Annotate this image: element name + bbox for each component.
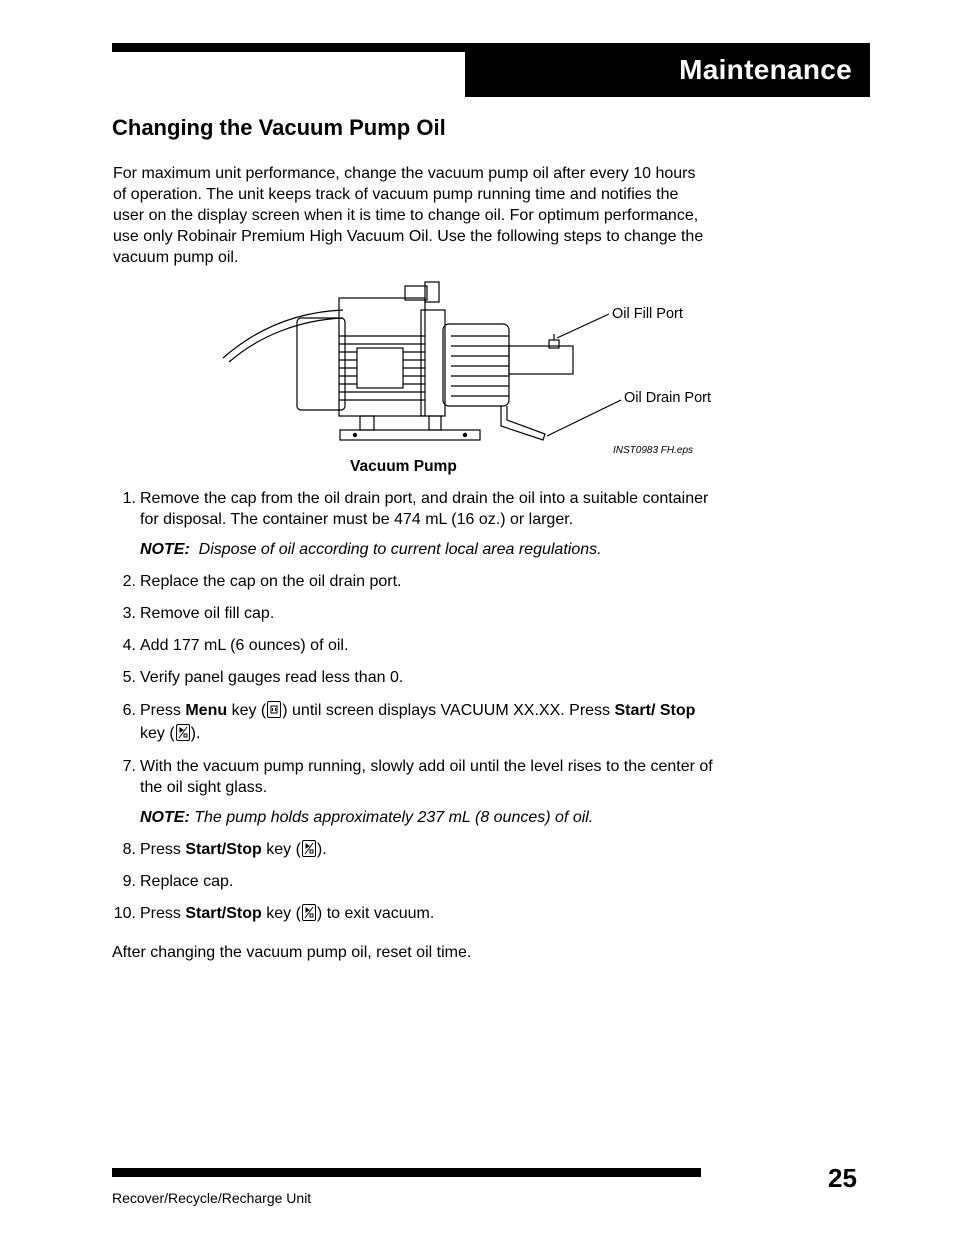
step-text: Replace the cap on the oil drain port. — [140, 573, 402, 590]
step-text: Remove the cap from the oil drain port, and drain the oil into a suitable container for disposal. The container must be 474 mL (16 oz.) or larger. — [140, 490, 709, 528]
step-text: Add 177 mL (6 ounces) of oil. — [140, 637, 349, 654]
step-text: ) to exit vacuum. — [316, 905, 435, 922]
step-number: 9. — [122, 873, 136, 890]
step-3 — [112, 603, 722, 624]
page-title: Changing the Vacuum Pump Oil — [112, 115, 446, 140]
step-number: 4. — [122, 637, 136, 654]
note-label: NOTE: — [140, 809, 190, 826]
callout-oil-fill-port: Oil Fill Port — [612, 306, 683, 322]
step-text: Replace cap. — [140, 873, 234, 890]
step-text: key ( — [140, 725, 175, 742]
page-number: 25 — [828, 1163, 857, 1193]
step-6 — [112, 699, 722, 745]
step-4 — [112, 635, 722, 656]
note-text: Dispose of oil according to current local area regulations. — [198, 541, 602, 558]
menu-key-label: Menu — [185, 702, 228, 719]
step-text: ). — [316, 841, 327, 858]
start-stop-key-label: Start/Stop — [185, 905, 262, 922]
start-stop-key-icon — [302, 904, 316, 921]
callout-oil-drain-port: Oil Drain Port — [624, 390, 712, 406]
vacuum-pump-figure — [215, 280, 735, 460]
section-title-tab — [465, 43, 870, 97]
menu-key-icon — [267, 701, 281, 718]
section-title: Maintenance — [679, 54, 852, 85]
note-disposal — [140, 539, 722, 560]
step-text: key ( — [261, 841, 301, 858]
step-number: 3. — [122, 605, 136, 622]
figure-reference: INST0983 FH.eps — [613, 445, 694, 456]
start-stop-key-label: Start/ Stop — [614, 702, 696, 719]
step-8 — [112, 839, 722, 860]
step-1 — [112, 488, 722, 530]
note-text: The pump holds approximately 237 mL (8 ounces) of oil. — [194, 809, 594, 826]
step-text: Remove oil fill cap. — [140, 605, 275, 622]
step-number: 7. — [122, 758, 136, 775]
footer-rule — [112, 1168, 701, 1177]
step-7 — [112, 756, 722, 798]
step-text: key ( — [227, 702, 267, 719]
step-5 — [112, 667, 722, 688]
step-9 — [112, 871, 722, 892]
closing-paragraph: After changing the vacuum pump oil, reset oil time. — [112, 944, 472, 961]
step-number: 2. — [122, 573, 136, 590]
step-number: 5. — [122, 669, 136, 686]
figure-caption: Vacuum Pump — [350, 458, 457, 475]
step-text: Press — [140, 702, 186, 719]
step-number: 1. — [122, 490, 136, 507]
step-text: ) until screen displays VACUUM XX.XX. Press — [282, 702, 615, 719]
step-text: key ( — [261, 905, 301, 922]
step-text: With the vacuum pump running, slowly add oil until the level rises to the center of the oil sight glass. — [140, 758, 713, 796]
step-number: 8. — [122, 841, 136, 858]
step-text: Verify panel gauges read less than 0. — [140, 669, 404, 686]
start-stop-key-label: Start/Stop — [185, 841, 262, 858]
step-number: 10. — [113, 905, 136, 922]
footer-title: Recover/Recycle/Recharge Unit — [112, 1190, 312, 1206]
intro-paragraph: For maximum unit performance, change the vacuum pump oil after every 10 hours of operation. The unit keeps track of vacuum pump running time and notifies the user on the display screen when it is time to change oil. For optimum performance, use only Robinair Premium High Vacuum Oil. Use the following steps to change the vacuum pump oil. — [113, 165, 704, 266]
start-stop-key-icon — [176, 724, 190, 741]
step-text: Press — [140, 841, 186, 858]
step-2 — [112, 571, 722, 592]
note-label: NOTE: — [140, 541, 190, 558]
start-stop-key-icon — [302, 840, 316, 857]
procedure-steps — [112, 488, 722, 935]
step-text: Press — [140, 905, 186, 922]
step-text: ). — [190, 725, 201, 742]
step-number: 6. — [122, 702, 136, 719]
note-pump-capacity — [140, 807, 722, 828]
step-10 — [112, 903, 722, 924]
